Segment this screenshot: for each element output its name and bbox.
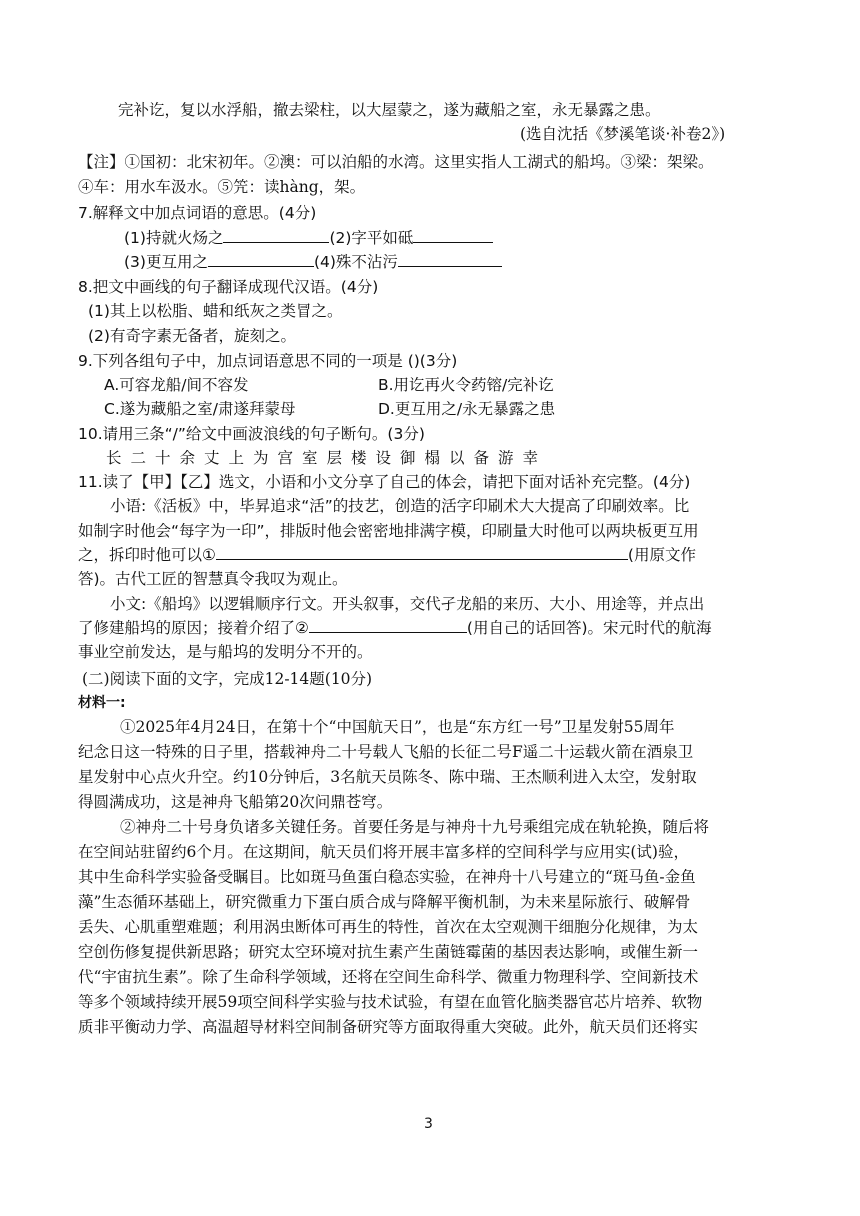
- para2-line-1: ②神舟二十号身负诸多关键任务。首要任务是与神舟十九号乘组完成在轨轮换，随后将: [120, 818, 710, 836]
- q7-answer-blank-2[interactable]: [413, 227, 493, 243]
- q7-answer-blank-1[interactable]: [223, 227, 329, 243]
- q10-sentence: 长二十余丈上为宫室层楼设御榻以备游幸: [106, 449, 548, 467]
- para1-line-4: 得圆满成功，这是神舟飞船第20次问鼎苍穹。: [78, 793, 393, 811]
- para1-line-3: 星发射中心点火升空。约10分钟后，3名航天员陈冬、陈中瑞、王杰顺利进入太空，发射取: [78, 768, 697, 786]
- q9-option-b[interactable]: B.用讫再火令药镕/完补讫: [378, 376, 554, 394]
- q9-option-d[interactable]: D.更互用之/永无暴露之患: [378, 400, 556, 418]
- para2-line-9: 质非平衡动力学、高温超导材料空间制备研究等方面取得重大突破。此外，航天员们还将实: [78, 1018, 699, 1036]
- para1-line-1: ①2025年4月24日，在第十个“中国航天日”，也是“东方红一号”卫星发射55周年: [120, 718, 675, 736]
- notes-line-1: 【注】①国初：北宋初年。②澳：可以泊船的水湾。这里实指人工湖式的船坞。③梁：架梁。: [78, 153, 714, 171]
- para2-line-5: 丢失、心肌重塑难题；利用涡虫断体可再生的特性，首次在太空观测干细胞分化规律，为太: [78, 918, 699, 936]
- para2-line-3: 其中生命科学实验备受瞩目。比如斑马鱼蛋白稳态实验，在神舟十八号建立的“斑马鱼-金鱼: [78, 868, 696, 886]
- q9-stem: 9.下列各组句子中，加点词语意思不同的一项是 ()(3分): [78, 352, 458, 370]
- page-number: 3: [424, 1116, 433, 1132]
- q7-answer-blank-3[interactable]: [208, 251, 314, 267]
- q11-answer-blank-2[interactable]: [309, 617, 467, 633]
- q11-answer-blank-1[interactable]: [216, 544, 628, 560]
- para2-line-2: 在空间站驻留约6个月。在这期间，航天员们将开展丰富多样的空间科学与应用实(试)验，: [78, 843, 689, 861]
- q7-stem: 7.解释文中加点词语的意思。(4分): [78, 204, 317, 222]
- q8-stem: 8.把文中画线的句子翻译成现代汉语。(4分): [78, 278, 379, 296]
- notes-line-2: ④车：用水车汲水。⑤笐：读hàng，架。: [78, 178, 366, 196]
- q7-item-3: (3)更互用之 (4)殊不沾污: [124, 251, 502, 273]
- q11-p1-line-2: 如制字时他会“每字为一印”，排版时他会密密地排满字模，印刷量大时他可以两块板更互用: [78, 522, 699, 540]
- para2-line-6: 空创伤修复提供新思路；研究太空环境对抗生素产生菌链霉菌的基因表达影响，或催生新一: [78, 943, 699, 961]
- para2-line-8: 等多个领域持续开展59项空间科学实验与技术试验，有望在血管化脑类器官芯片培养、软物: [78, 993, 703, 1011]
- q8-item-2: (2)有奇字素无备者，旋刻之。: [88, 327, 296, 345]
- q10-stem: 10.请用三条“/”给文中画波浪线的句子断句。(3分): [78, 425, 425, 443]
- para2-line-7: 代“宇宙抗生素”。除了生命科学领域，还将在空间生命科学、微重力物理科学、空间新技术: [78, 968, 699, 986]
- q7-answer-blank-4[interactable]: [398, 251, 502, 267]
- q11-p2-line-3: 事业空前发达，是与船坞的发明分不开的。: [78, 643, 373, 661]
- material-1-label: 材料一:: [78, 695, 126, 711]
- q9-option-c[interactable]: C.遂为藏船之室/肃遂拜蒙母: [104, 400, 296, 418]
- q11-p1-line-4: 答)。古代工匠的智慧真令我叹为观止。: [78, 570, 348, 588]
- para1-line-2: 纪念日这一特殊的日子里，搭载神舟二十号载人飞船的长征二号F遥二十运载火箭在酒泉卫: [78, 743, 694, 761]
- q11-stem: 11.读了【甲】【乙】选文，小语和小文分享了自己的体会，请把下面对话补充完整。(4分): [78, 473, 691, 491]
- passage-source: (选自沈括《梦溪笔谈·补卷2》): [520, 125, 726, 143]
- q7-item-1: (1)持就火炀之 (2)字平如砥: [124, 227, 493, 249]
- q11-p2-line-1: 小文:《船坞》以逻辑顺序行文。开头叙事，交代孑龙船的来历、大小、用途等，并点出: [110, 595, 705, 613]
- para2-line-4: 藻”生态循环基础上，研究微重力下蛋白质合成与降解平衡机制，为未来星际旅行、破解骨: [78, 893, 691, 911]
- q11-p1-line-3: 之，拆印时他可以① (用原文作: [78, 546, 696, 564]
- q11-p2-line-2: 了修建船坞的原因；接着介绍了② (用自己的话回答)。宋元时代的航海: [78, 619, 712, 637]
- q9-option-a[interactable]: A.可容龙船/间不容发: [104, 376, 249, 394]
- section-2-heading: (二)阅读下面的文字，完成12-14题(10分): [82, 670, 373, 688]
- q11-p1-line-1: 小语:《活板》中，毕昇追求“活”的技艺，创造的活字印刷术大大提高了印刷效率。比: [110, 497, 690, 515]
- passage-tail-line: 完补讫，复以水浮船，撤去梁柱，以大屋蒙之，遂为藏船之室，永无暴露之患。: [118, 101, 661, 119]
- q8-item-1: (1)其上以松脂、蜡和纸灰之类冒之。: [88, 302, 343, 320]
